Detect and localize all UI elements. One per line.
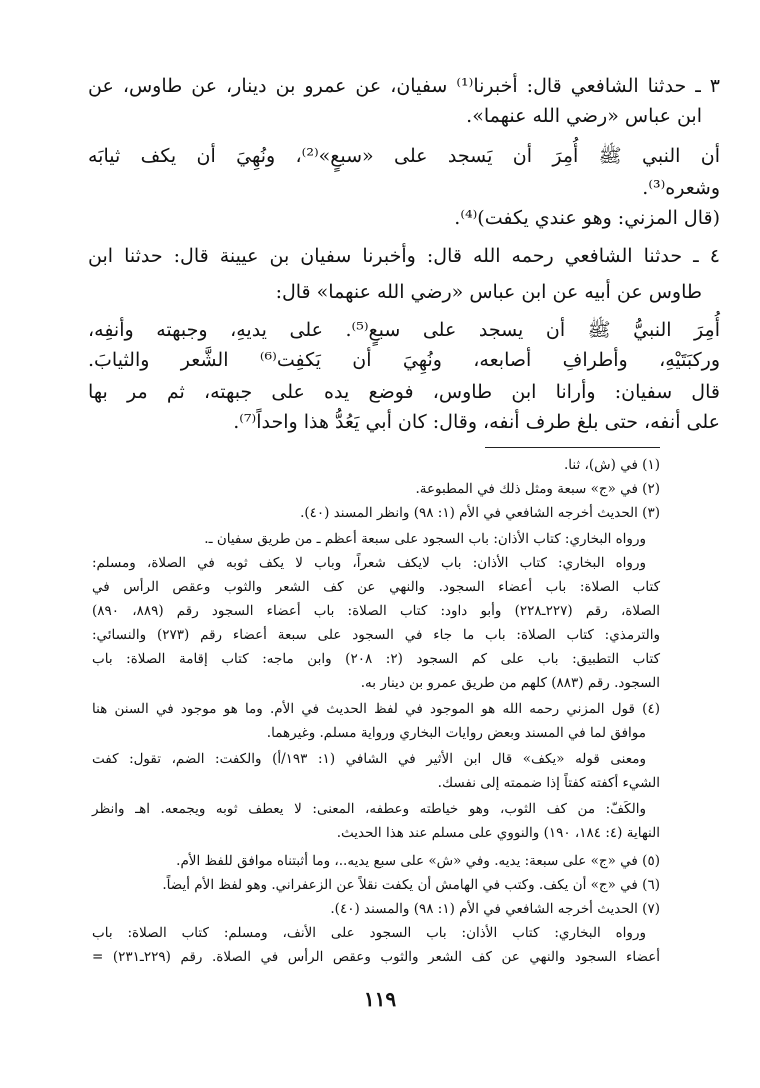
footnote-4-line: ومعنى قوله «يكف» قال ابن الأثير في الشافي (١: ١٩٣/أ) والكفت: الضم، تقول: كفت [92, 751, 647, 767]
footnote-6: (٦) في «ج» أن يكف. وكتب في الهامش أن يكفت نقلاً عن الزعفراني. وهو لفظ الأم أيضاً. [162, 877, 660, 893]
footnote-2: (٢) في «ج» سبعة ومثل ذلك في المطبوعة. [415, 481, 660, 497]
hadith-4-line-1: ٤ ـ حدثنا الشافعي رحمه الله قال: وأخبرنا سفيان بن عيينة قال: حدثنا ابن [88, 245, 720, 267]
footnote-3: (٣) الحديث أخرجه الشافعي في الأم (١: ٩٨) وانظر المسند (٤٠). [300, 505, 660, 521]
muzani-note: (قال المزني: وهو عندي يكفت)⁽⁴⁾. [454, 207, 720, 229]
footnote-7-line: أعضاء السجود والنهي عن كف الشعر والثوب وعقص الرأس في الصلاة. رقم (٢٢٩ـ٢٣١) = [92, 949, 660, 965]
page-number: ١١٩ [363, 987, 397, 1011]
hadith-3-line-2: ابن عباس «رضي الله عنهما». [466, 105, 702, 127]
footnote-3-line: ورواه البخاري: كتاب الأذان: باب السجود على سبعة أعظم ـ من طريق سفيان ـ. [204, 531, 646, 547]
hadith-3-line-3: أن النبي ﷺ أُمِرَ أن يَسجد على «سبعٍ»⁽²⁾، ونُهِيَ أن يكف ثيابَه [88, 145, 721, 167]
footnote-4-line: الشيء أكفته كفتاً إذا ضممته إلى نفسك. [437, 775, 660, 791]
hadith-3-line-4: وشعره⁽³⁾. [642, 177, 720, 199]
footnote-3-line: كتاب التطبيق: باب على كم السجود (٢: ٢٠٨) وابن ماجه: كتاب إقامة الصلاة: باب [92, 651, 660, 667]
hadith-4-line-6: على أنفه، حتى بلغ طرف أنفه، وقال: كان أبي يَعُدُّ هذا واحداً⁽⁷⁾. [233, 411, 720, 433]
hadith-3-line-1: ٣ ـ حدثنا الشافعي قال: أخبرنا⁽¹⁾ سفيان، عن عمرو بن دينار، عن طاوس، عن [88, 75, 721, 97]
hadith-4-line-3: أُمِرَ النبيُّ ﷺ أن يسجد على سبعٍ⁽⁵⁾. على يديهِ، وجبهته وأنفِه، [88, 319, 720, 341]
footnote-3-line: ورواه البخاري: كتاب الأذان: باب لايكف شعراً، وباب لا يكف ثوبه في الصلاة، ومسلم: [92, 555, 646, 571]
footnote-3-line: الصلاة، رقم (٢٢٧ـ٢٢٨) وأبو داود: كتاب الصلاة: باب أعضاء السجود رقم (٨٨٩، ٨٩٠) [92, 603, 660, 619]
hadith-4-line-4: وركبَتَيْهِ، وأطرافِ أصابعه، ونُهِيَ أن يَكفِت⁽⁶⁾ الشَّعر والثيابَ. [88, 349, 720, 371]
footnote-3-line: والترمذي: كتاب الصلاة: باب ما جاء في السجود على سبعة أعضاء رقم (٢٧٣) والنسائي: [92, 627, 660, 643]
footnote-4-line: موافق لما في المسند وبعض روايات البخاري ورواية مسلم. وغيرهما. [266, 725, 646, 741]
hadith-4-line-2: طاوس عن أبيه عن ابن عباس «رضي الله عنهما» قال: [275, 281, 702, 303]
footnote-1: (١) في (ش)، ثنا. [564, 457, 660, 473]
footnote-4-line: والكَفّ: من كف الثوب، وهو خياطته وعطفه، المعنى: لا يعطف ثوبه ويجمعه. اهـ وانظر [92, 801, 646, 817]
footnote-7-line: ورواه البخاري: كتاب الأذان: باب السجود على الأنف، ومسلم: كتاب الصلاة: باب [92, 925, 646, 941]
footnote-3-line: السجود. رقم (٨٨٣) كلهم من طريق عمرو بن دينار به. [360, 675, 660, 691]
footnote-7: (٧) الحديث أخرجه الشافعي في الأم (١: ٩٨) والمسند (٤٠). [330, 901, 660, 917]
footnote-4-line: النهاية (٤: ١٨٤، ١٩٠) والنووي على مسلم عند هذا الحديث. [336, 825, 660, 841]
footnote-3-line: كتاب الصلاة: باب أعضاء السجود. والنهي عن كف الشعر والثوب وعقص الرأس في [92, 579, 660, 595]
hadith-4-line-5: قال سفيان: وأرانا ابن طاوس، فوضع يده على جبهته، ثم مر بها [88, 381, 720, 403]
footnote-4: (٤) قول المزني رحمه الله هو الموجود في لفظ الحديث في الأم. وما هو موجود في السنن هنا [92, 701, 660, 717]
footnote-divider [485, 447, 660, 448]
footnote-5: (٥) في «ج» على سبعة: يديه. وفي «ش» على سبع يديه..، وما أثبتناه موافق للفظ الأم. [176, 853, 660, 869]
